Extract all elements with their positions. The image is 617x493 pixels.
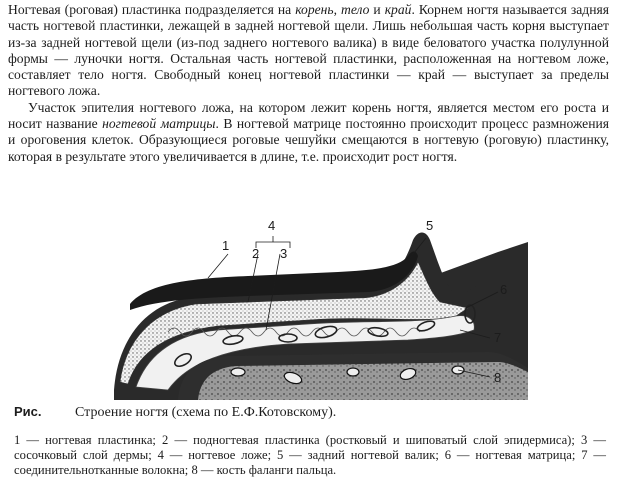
caption-label: Рис. <box>14 404 42 419</box>
callout-8: 8 <box>494 370 502 385</box>
term-edge: край <box>384 2 412 17</box>
phalanx-bone <box>198 362 528 400</box>
nail-structure-figure <box>108 212 528 400</box>
paragraph-2: Участок эпителия ногтевого ложа, на котором лежит корень ногтя, является местом его роста и носит название ногтевой матрицы. В ногтевой матрице постоянно происходит процесс размножения и ороговения клеток. Образующиеся роговые чешуйки смещаются в ногтевую (роговую) пластинку, которая в результате этого увеличивается в длине, т.е. происходит рост ногтя. <box>8 99 609 164</box>
figure-legend: 1 — ногтевая пластинка; 2 — подногтевая пластинка (ростковый и шиповатый слой эпидермиса); 3 — сосочковый слой дермы; 4 — ногтевое ложе; 5 — задний ногтевой валик; 6 — ногтевая матрица; 7 — соединительнотканные волокна; 8 — кость фаланги пальца. <box>14 433 606 477</box>
term-root: корень <box>295 2 334 17</box>
callout-3: 3 <box>280 246 288 261</box>
body-text <box>8 2 609 165</box>
paragraph-1: Ногтевая (роговая) пластинка подразделяется на корень, тело и край. Корнем ногтя называется задняя часть ногтевой пластинки, лежащей в задней ногтевой щели. Лишь небольшая часть корня выступает из-за задней ногтевой щели (из-под заднего ногтевого валика) в виде беловатого участка полулунной формы — луночки ногтя. Остальная часть ногтевой пластинки, расположенная на ногтевом ложе, составляет тело ногтя. Свободный конец ногтевой пластинки — край — выступает за пределы ногтевого ложа. <box>8 2 610 99</box>
callout-2: 2 <box>252 246 260 261</box>
term-body: тело <box>341 2 370 17</box>
callout-1: 1 <box>222 238 230 253</box>
nail-diagram <box>108 212 528 400</box>
callout-5: 5 <box>426 218 434 233</box>
term-nail-matrix: ногтевой матрицы <box>102 116 216 132</box>
callout-7: 7 <box>494 330 502 345</box>
callout-4: 4 <box>268 218 276 233</box>
figure-caption <box>14 404 336 421</box>
caption-title: Строение ногтя (схема по Е.Ф.Котовскому). <box>75 405 337 420</box>
callout-6: 6 <box>500 282 508 297</box>
